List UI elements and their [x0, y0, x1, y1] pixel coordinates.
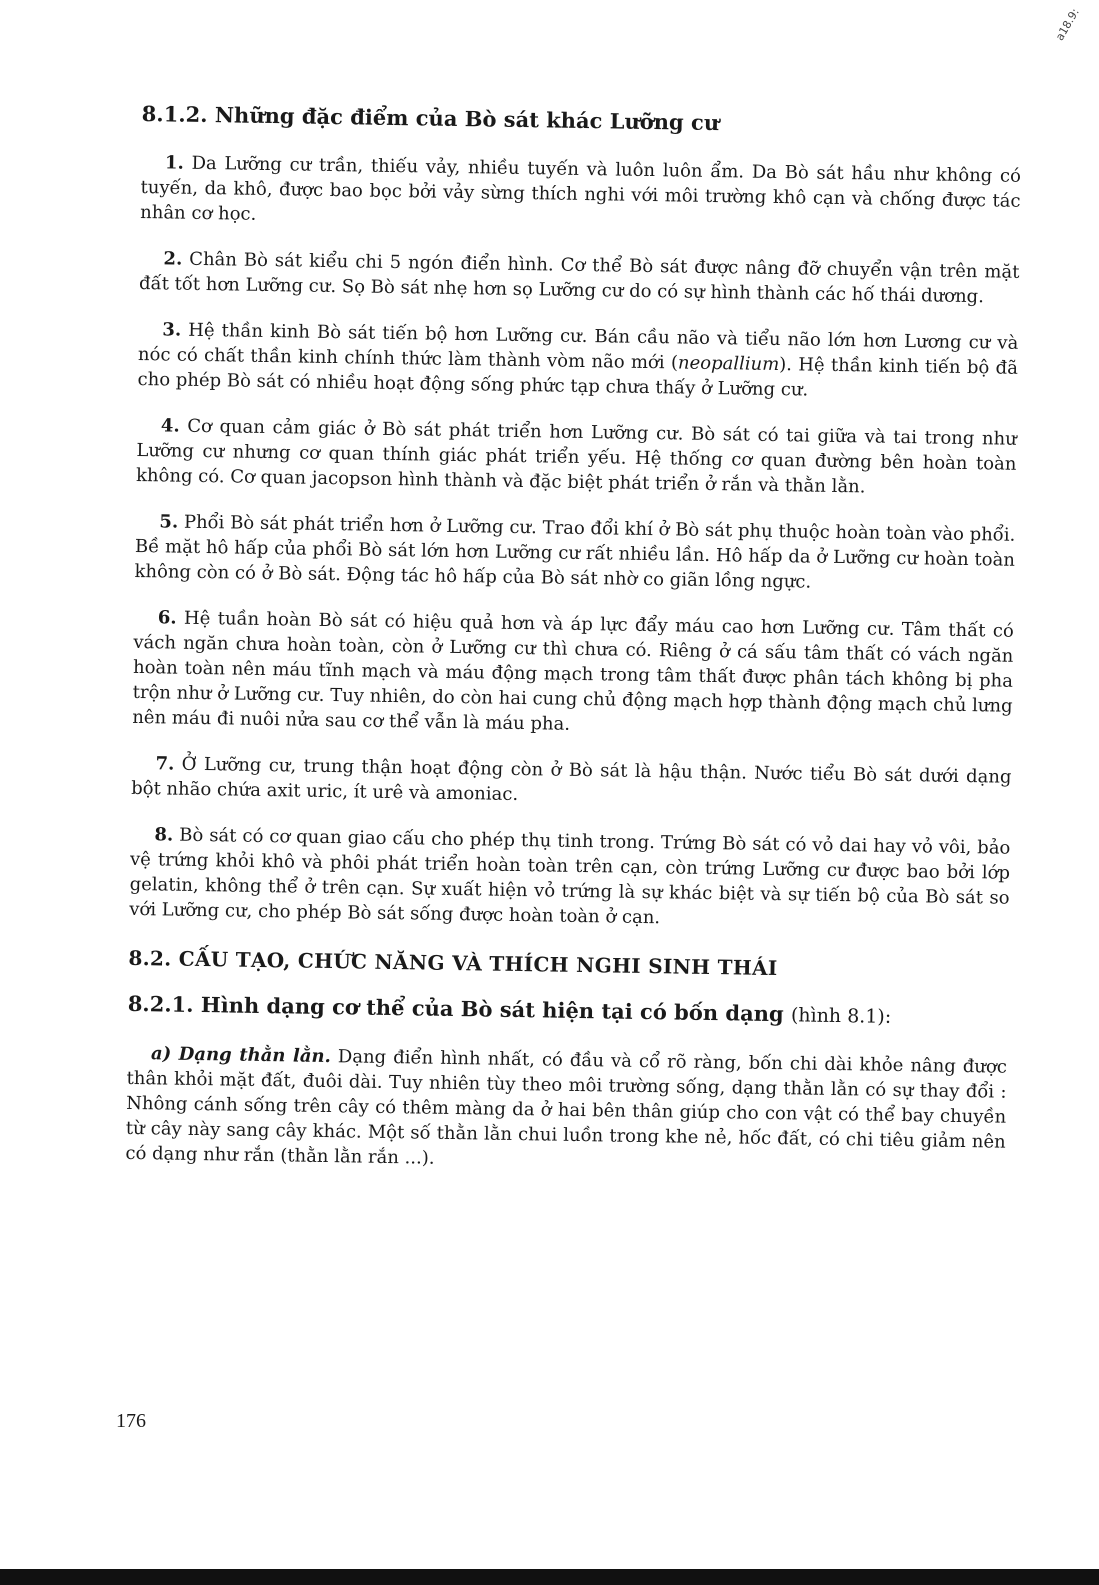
figure-reference: (hình 8.1): — [790, 1004, 892, 1028]
paragraph-number: 8. — [154, 824, 174, 846]
paragraph-number: 7. — [155, 753, 175, 775]
paragraph-text: ). Hệ thần kinh tiến bộ đã cho phép Bò sát có nhiều hoạt động sống phức tạp chưa thấy ở Lưỡng cư. — [137, 354, 1019, 401]
paragraph-text: Phổi Bò sát phát triển hơn ở Lưỡng cư. Trao đổi khí ở Bò sát phụ thuộc hoàn toàn vào phổi. Bề mặt hô hấp của phổi Bò sát lớn hơn Lưỡng cư rất nhiều lần. Hô hấp da ở Lưỡng cư hoàn toàn không còn có ở Bò sát. Động tác hô hấp của Bò sát nhờ co giãn lồng ngực. — [134, 511, 1016, 593]
paragraph-6 — [132, 605, 1014, 744]
paragraph-3 — [137, 317, 1018, 406]
paragraph-number: 4. — [160, 415, 180, 437]
paragraph-a — [125, 1041, 1007, 1180]
latin-term: neopallium — [677, 352, 780, 376]
section-heading-8-1-2: 8.1.2. Những đặc điểm của Bò sát khác Lưỡng cư — [141, 100, 720, 136]
paragraph-number: 6. — [157, 607, 177, 629]
heading-main-text: 8.2.1. Hình dạng cơ thể của Bò sát hiện tại có bốn dạng — [127, 990, 784, 1027]
scan-bottom-edge — [0, 1569, 1099, 1585]
paragraph-text: Bò sát có cơ quan giao cấu cho phép thụ tinh trong. Trứng Bò sát có vỏ dai hay vỏ vôi, bảo vệ trứng khỏi khô và phôi phát triển hoàn toàn trên cạn, còn trứng Lưỡng cư được bao bởi lớp gelatin, không thể ở trên cạn. Sự xuất hiện vỏ trứng là sự khác biệt và sự tiến bộ của Bò sát so với Lưỡng cư, cho phép Bò sát sống được hoàn toàn ở cạn. — [129, 824, 1011, 929]
paragraph-text: Da Lưỡng cư trần, thiếu vảy, nhiều tuyến và luôn luôn ẩm. Da Bò sát hầu như không có tuyến, da khô, được bao bọc bởi vảy sừng thích nghi với môi trường khô cạn và chống được tác nhân cơ học. — [140, 152, 1022, 225]
paragraph-text: Ở Lưỡng cư, trung thận hoạt động còn ở Bò sát là hậu thận. Nước tiểu Bò sát dưới dạng bột nhão chứa axit uric, ít urê và amoniac. — [131, 753, 1012, 805]
page-content — [125, 100, 1022, 1201]
paragraph-7 — [131, 751, 1012, 815]
paragraph-5 — [134, 509, 1015, 598]
corner-mark: a18.9: — [1053, 6, 1082, 43]
paragraph-number: 1. — [164, 152, 184, 174]
paragraph-number: 3. — [162, 319, 182, 341]
paragraph-text: Dạng điển hình nhất, có đầu và cổ rõ ràng, bốn chi dài khỏe nâng được thân khỏi mặt đất, đuôi dài. Tuy nhiên tùy theo môi trường sống, dạng thằn lằn có sự thay đổi : Nhông cánh sống trên cây có thêm màng da ở hai bên thân giúp cho con vật có thể bay chuyền từ cây này sang cây khác. Một số thằn lằn chui luồn trong khe nẻ, hốc đất, có chi tiêu giảm nên có dạng như rắn (thằn lằn rắn ...). — [125, 1046, 1008, 1169]
paragraph-text: Hệ thần kinh Bò sát tiến bộ hơn Lưỡng cư. Bán cầu não và tiểu não lớn hơn Lương cư và nóc có chất thần kinh chính thức làm thành vòm não mới ( — [137, 319, 1019, 374]
section-heading-8-2-1 — [128, 990, 1008, 1033]
paragraph-2 — [139, 246, 1020, 310]
paragraph-text: Chân Bò sát kiểu chi 5 ngón điển hình. Cơ thể Bò sát được nâng đỡ chuyển vận trên mặt đất tốt hơn Lưỡng cư. Sọ Bò sát nhẹ hơn sọ Lưỡng cư do có sự hình thành các hố thái dương. — [138, 248, 1020, 308]
paragraph-title: a) Dạng thằn lằn. — [150, 1043, 332, 1068]
paragraph-8 — [129, 822, 1010, 936]
paragraph-1 — [140, 150, 1021, 239]
page-number: 176 — [116, 1410, 146, 1432]
section-heading-8-2: 8.2. CẤU TẠO, CHỨC NĂNG VÀ THÍCH NGHI SINH THÁI — [128, 945, 778, 981]
paragraph-4 — [136, 413, 1017, 502]
paragraph-text: Cơ quan cảm giác ở Bò sát phát triển hơn Lưỡng cư. Bò sát có tai giữa và tai trong như Lưỡng cư nhưng cơ quan thính giác phát triển yếu. Hệ thống cơ quan đường bên hoàn toàn không có. Cơ quan jacopson hình thành và đặc biệt phát triển ở rắn và thằn lằn. — [135, 415, 1017, 498]
paragraph-number: 2. — [163, 248, 183, 270]
paragraph-text: Hệ tuần hoàn Bò sát có hiệu quả hơn và áp lực đẩy máu cao hơn Lưỡng cư. Tâm thất có vách ngăn chưa hoàn toàn, còn ở Lưỡng cư thì chưa có. Riêng ở cá sấu tâm thất có vách ngăn hoàn toàn nên máu tĩnh mạch và máu động mạch trong tâm thất được phân tách không bị pha trộn như ở Lưỡng cư. Tuy nhiên, do còn hai cung chủ động mạch hợp thành động mạch chủ lưng nên máu đi nuôi nửa sau cơ thể vẫn là máu pha. — [132, 607, 1014, 735]
paragraph-number: 5. — [159, 511, 179, 533]
